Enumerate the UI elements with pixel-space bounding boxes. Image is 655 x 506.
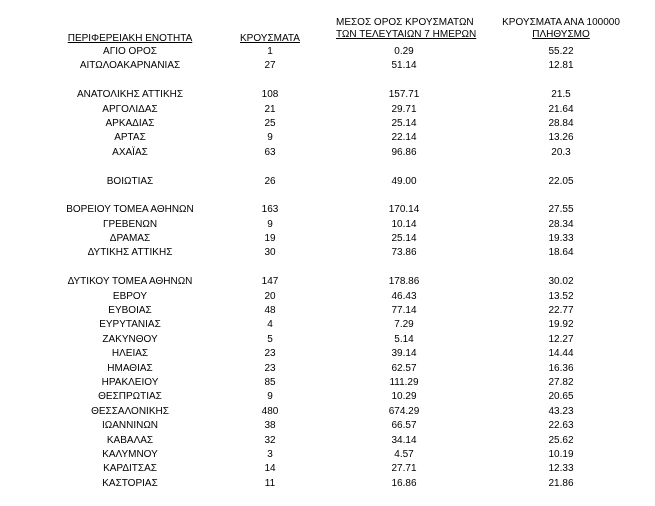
region-cell: ΚΑΒΑΛΑΣ: [106, 434, 154, 446]
column-header-7day-average-line2: ΤΩΝ ΤΕΛΕΥΤΑΙΩΝ 7 ΗΜΕΡΩΝ: [336, 29, 477, 40]
cases-cell: 23: [264, 362, 276, 374]
cases-per-100000-cell: 22.05: [548, 175, 574, 187]
cases-per-100000-cell: 14.44: [548, 348, 574, 360]
cases-cell: 20: [264, 290, 276, 302]
cases-cell: 30: [264, 247, 276, 259]
region-cell: ΗΛΕΙΑΣ: [111, 348, 149, 360]
table-row: [0, 347, 655, 361]
blank-row: [0, 74, 655, 88]
cases-cell: 9: [267, 218, 273, 230]
7day-average-cell: 170.14: [388, 204, 420, 216]
cases-cell: 163: [261, 204, 279, 216]
cases-per-100000-cell: 10.19: [548, 448, 574, 460]
cases-cell: 27: [264, 60, 276, 72]
cases-per-100000-cell: 27.82: [548, 376, 574, 388]
region-cell: ΒΟΡΕΙΟΥ ΤΟΜΕΑ ΑΘΗΝΩΝ: [66, 204, 194, 216]
region-cell: ΔΥΤΙΚΗΣ ΑΤΤΙΚΗΣ: [87, 247, 173, 259]
7day-average-cell: 0.29: [394, 46, 414, 57]
7day-average-cell: 157.71: [388, 89, 420, 101]
cases-cell: 32: [264, 434, 276, 446]
7day-average-cell: 96.86: [391, 146, 417, 158]
blank-row: [0, 261, 655, 275]
7day-average-cell: 25.14: [391, 117, 417, 129]
cases-cell: 11: [264, 477, 276, 489]
table-row: [0, 45, 655, 59]
7day-average-cell: 34.14: [391, 434, 417, 446]
table-row: [0, 405, 655, 419]
table-row: [0, 318, 655, 332]
table-row: [0, 146, 655, 160]
region-cell: ΑΧΑΪΑΣ: [112, 146, 148, 158]
cases-per-100000-cell: 55.22: [548, 46, 574, 57]
region-cell: ΑΡΓΟΛΙΔΑΣ: [102, 103, 158, 115]
cases-per-100000-cell: 12.81: [548, 60, 574, 72]
7day-average-cell: 22.14: [391, 132, 417, 144]
7day-average-cell: 178.86: [388, 276, 420, 288]
region-cell: ΚΑΣΤΟΡΙΑΣ: [102, 477, 158, 489]
column-header-7day-average: [336, 17, 477, 41]
cases-cell: 21: [264, 103, 276, 115]
table-row: [0, 246, 655, 260]
table-row: [0, 304, 655, 318]
cases-cell: 147: [261, 276, 279, 288]
region-cell: ΙΩΑΝΝΙΝΩΝ: [101, 420, 159, 432]
table-row: [0, 88, 655, 102]
cases-per-100000-cell: 27.55: [548, 204, 574, 216]
cases-per-100000-cell: 21.64: [548, 103, 574, 115]
region-cell: ΕΥΒΟΙΑΣ: [108, 305, 152, 317]
cases-per-100000-cell: 12.33: [548, 463, 574, 475]
cases-cell: 23: [264, 348, 276, 360]
region-cell: ΑΙΤΩΛΟΑΚΑΡΝΑΝΙΑΣ: [79, 60, 181, 72]
table-row: [0, 419, 655, 433]
region-cell: ΕΥΡΥΤΑΝΙΑΣ: [99, 319, 161, 331]
7day-average-cell: 10.29: [391, 391, 417, 403]
table-row: [0, 448, 655, 462]
region-cell: ΗΜΑΘΙΑΣ: [107, 362, 153, 374]
7day-average-cell: 16.86: [391, 477, 417, 489]
table-row: [0, 218, 655, 232]
7day-average-cell: 7.29: [394, 319, 414, 331]
cases-cell: 480: [261, 405, 279, 417]
cases-cell: 3: [267, 448, 273, 460]
column-header-cases-per-100000-line2: ΠΛΗΘΥΣΜΟ: [532, 29, 590, 40]
cases-per-100000-cell: 18.64: [548, 247, 574, 259]
region-cell: ΑΓΙΟ ΟΡΟΣ: [103, 46, 157, 57]
cases-cell: 1: [267, 46, 273, 57]
column-header-region: ΠΕΡΙΦΕΡΕΙΑΚΗ ΕΝΟΤΗΤΑ: [67, 33, 193, 44]
table-row: [0, 290, 655, 304]
cases-cell: 14: [264, 463, 276, 475]
cases-per-100000-cell: 21.86: [548, 477, 574, 489]
cases-per-100000-cell: 28.84: [548, 117, 574, 129]
cases-per-100000-cell: 19.92: [548, 319, 574, 331]
cases-per-100000-cell: 13.52: [548, 290, 574, 302]
7day-average-cell: 66.57: [391, 420, 417, 432]
region-cell: ΘΕΣΣΑΛΟΝΙΚΗΣ: [91, 405, 169, 417]
cases-cell: 19: [264, 233, 276, 245]
cases-per-100000-cell: 30.02: [548, 276, 574, 288]
cases-cell: 85: [264, 376, 276, 388]
cases-per-100000-cell: 20.65: [548, 391, 574, 403]
7day-average-cell: 674.29: [388, 405, 420, 417]
7day-average-cell: 73.86: [391, 247, 417, 259]
cases-cell: 25: [264, 117, 276, 129]
table-row: [0, 434, 655, 448]
cases-cell: 4: [267, 319, 273, 331]
7day-average-cell: 49.00: [391, 175, 417, 187]
table-row: [0, 131, 655, 145]
7day-average-cell: 51.14: [391, 60, 417, 72]
cases-per-100000-cell: 13.26: [548, 132, 574, 144]
7day-average-cell: 10.14: [391, 218, 417, 230]
7day-average-cell: 46.43: [391, 290, 417, 302]
blank-row: [0, 160, 655, 174]
table-row: [0, 462, 655, 476]
table-row: [0, 117, 655, 131]
region-cell: ΓΡΕΒΕΝΩΝ: [102, 218, 158, 230]
7day-average-cell: 111.29: [389, 376, 419, 388]
7day-average-cell: 39.14: [391, 348, 417, 360]
table-row: [0, 175, 655, 189]
cases-cell: 63: [264, 146, 276, 158]
cases-cell: 108: [261, 89, 279, 101]
7day-average-cell: 77.14: [391, 305, 417, 317]
table-row: [0, 232, 655, 246]
region-cell: ΑΝΑΤΟΛΙΚΗΣ ΑΤΤΙΚΗΣ: [76, 89, 184, 101]
cases-cell: 9: [267, 132, 273, 144]
cases-cell: 26: [264, 175, 276, 187]
region-cell: ΖΑΚΥΝΘΟΥ: [102, 333, 158, 345]
cases-cell: 5: [267, 333, 273, 345]
table-row: [0, 103, 655, 117]
region-cell: ΒΟΙΩΤΙΑΣ: [106, 175, 154, 187]
7day-average-cell: 4.57: [394, 448, 414, 460]
cases-per-100000-cell: 22.63: [548, 420, 574, 432]
cases-per-100000-cell: 28.34: [548, 218, 574, 230]
7day-average-cell: 5.14: [394, 333, 414, 345]
cases-cell: 38: [264, 420, 276, 432]
region-cell: ΕΒΡΟΥ: [112, 290, 148, 302]
region-cell: ΑΡΚΑΔΙΑΣ: [105, 117, 155, 129]
7day-average-cell: 62.57: [391, 362, 417, 374]
column-header-cases-per-100000: [497, 17, 625, 41]
table-row: [0, 275, 655, 289]
column-header-7day-average-line1: ΜΕΣΟΣ ΟΡΟΣ ΚΡΟΥΣΜΑΤΩΝ: [336, 17, 474, 28]
cases-per-100000-cell: 25.62: [548, 434, 574, 446]
region-cell: ΚΑΛΥΜΝΟΥ: [102, 448, 158, 460]
table-row: [0, 362, 655, 376]
cases-per-100000-cell: 16.36: [548, 362, 574, 374]
cases-per-100000-cell: 20.3: [551, 146, 571, 158]
7day-average-cell: 25.14: [391, 233, 417, 245]
region-cell: ΑΡΤΑΣ: [114, 132, 146, 144]
table-body: [0, 45, 655, 491]
table-row: [0, 477, 655, 491]
table-row: [0, 203, 655, 217]
blank-row: [0, 189, 655, 203]
region-cell: ΚΑΡΔΙΤΣΑΣ: [103, 463, 157, 475]
table-row: [0, 376, 655, 390]
column-header-cases-per-100000-line1: ΚΡΟΥΣΜΑΤΑ ΑΝΑ 100000: [502, 17, 620, 28]
cases-cell: 9: [267, 391, 273, 403]
cases-per-100000-cell: 21.5: [551, 89, 571, 101]
cases-per-100000-cell: 43.23: [548, 405, 574, 417]
region-cell: ΘΕΣΠΡΩΤΙΑΣ: [98, 391, 162, 403]
7day-average-cell: 29.71: [391, 103, 417, 115]
region-cell: ΔΡΑΜΑΣ: [109, 233, 151, 245]
table-row: [0, 59, 655, 73]
7day-average-cell: 27.71: [391, 463, 417, 475]
table-row: [0, 390, 655, 404]
table-row: [0, 333, 655, 347]
cases-per-100000-cell: 19.33: [548, 233, 574, 245]
column-header-cases: ΚΡΟΥΣΜΑΤΑ: [240, 33, 300, 44]
region-cell: ΗΡΑΚΛΕΙΟΥ: [101, 376, 159, 388]
cases-per-100000-cell: 12.27: [548, 333, 574, 345]
region-cell: ΔΥΤΙΚΟΥ ΤΟΜΕΑ ΑΘΗΝΩΝ: [67, 276, 193, 288]
cases-cell: 48: [264, 305, 276, 317]
cases-per-100000-cell: 22.77: [548, 305, 574, 317]
